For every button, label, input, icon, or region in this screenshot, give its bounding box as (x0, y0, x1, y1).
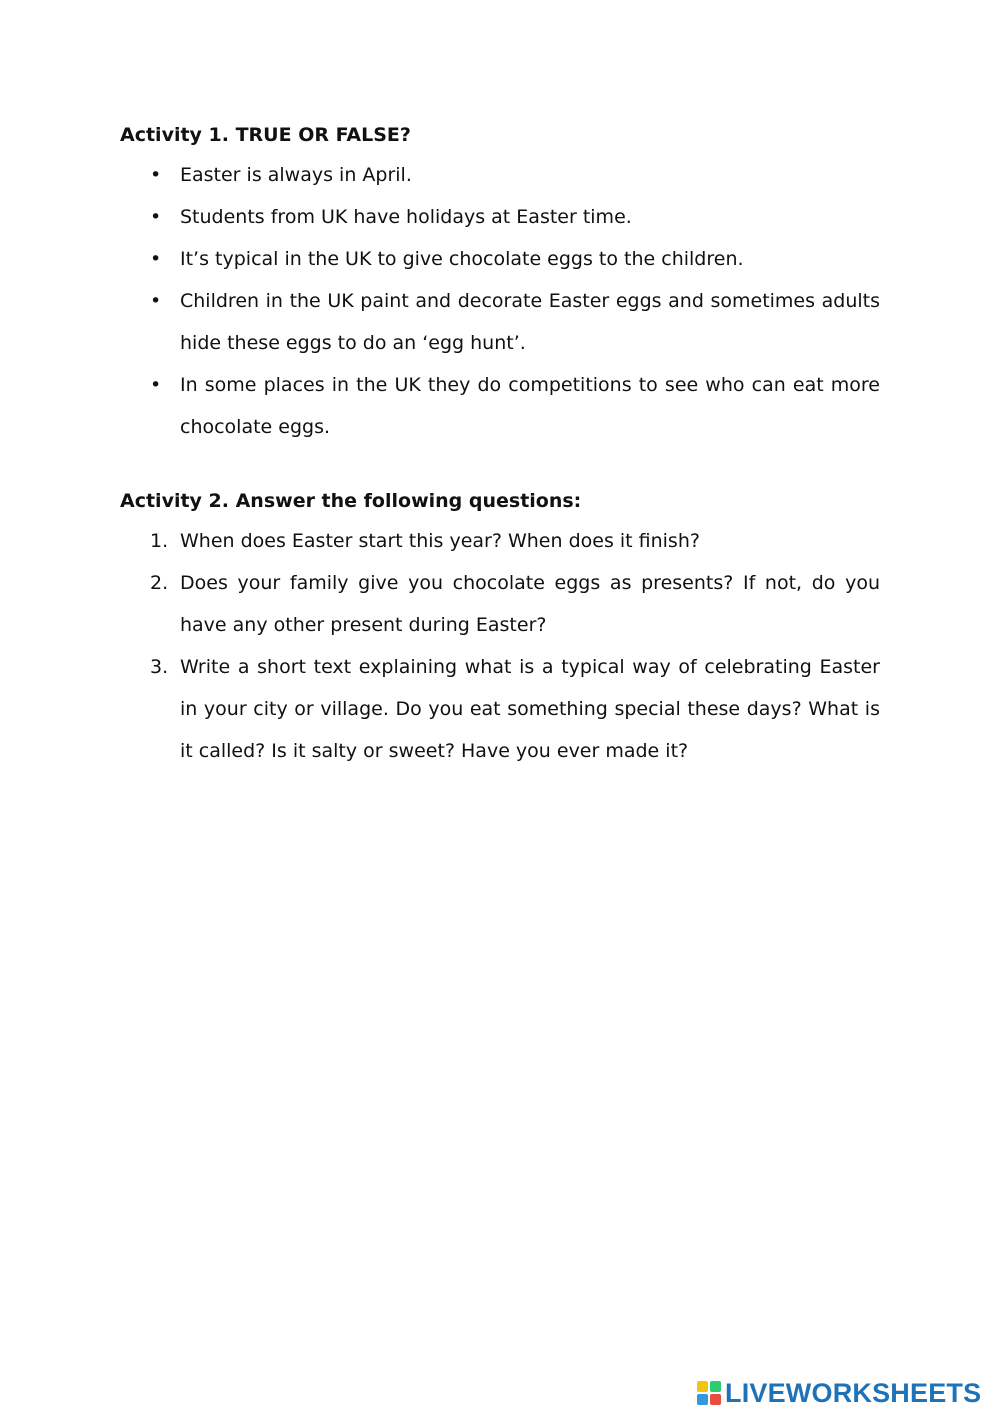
list-item (120, 364, 880, 448)
activity1-heading: Activity 1. TRUE OR FALSE? (120, 124, 411, 146)
liveworksheets-logo (697, 1377, 981, 1409)
bullet-marker: • (150, 164, 162, 186)
list-item (120, 196, 880, 238)
logo-wordmark: LIVEWORKSHEETS (725, 1377, 982, 1408)
question-number: 1. (150, 530, 169, 552)
list-item (120, 562, 880, 646)
activity2-heading: Activity 2. Answer the following questions: (120, 490, 582, 512)
question-text: Write a short text explaining what is a typical way of celebrating Easter in your city or village. Do you eat something special these days? What is it called? Is it salty or sweet? Have you ever made it? (180, 656, 880, 762)
list-item (120, 238, 880, 280)
activity2-list (120, 520, 880, 772)
logo-mark-icon (697, 1381, 721, 1405)
bullet-marker: • (150, 374, 162, 396)
list-item (120, 520, 880, 562)
statement-text: In some places in the UK they do competitions to see who can eat more chocolate eggs. (180, 374, 880, 438)
question-text: When does Easter start this year? When does it finish? (180, 530, 700, 552)
statement-text: It’s typical in the UK to give chocolate eggs to the children. (180, 248, 744, 270)
question-number: 2. (150, 572, 169, 594)
activity1-list (120, 154, 880, 448)
list-item (120, 646, 880, 772)
question-text: Does your family give you chocolate eggs as presents? If not, do you have any other present during Easter? (180, 572, 880, 636)
list-item (120, 154, 880, 196)
statement-text: Students from UK have holidays at Easter time. (180, 206, 632, 228)
list-item (120, 280, 880, 364)
bullet-marker: • (150, 206, 162, 228)
worksheet-content (120, 120, 880, 772)
statement-text: Children in the UK paint and decorate Easter eggs and sometimes adults hide these eggs to do an ‘egg hunt’. (180, 290, 880, 354)
bullet-marker: • (150, 248, 162, 270)
question-number: 3. (150, 656, 169, 678)
bullet-marker: • (150, 290, 162, 312)
statement-text: Easter is always in April. (180, 164, 412, 186)
